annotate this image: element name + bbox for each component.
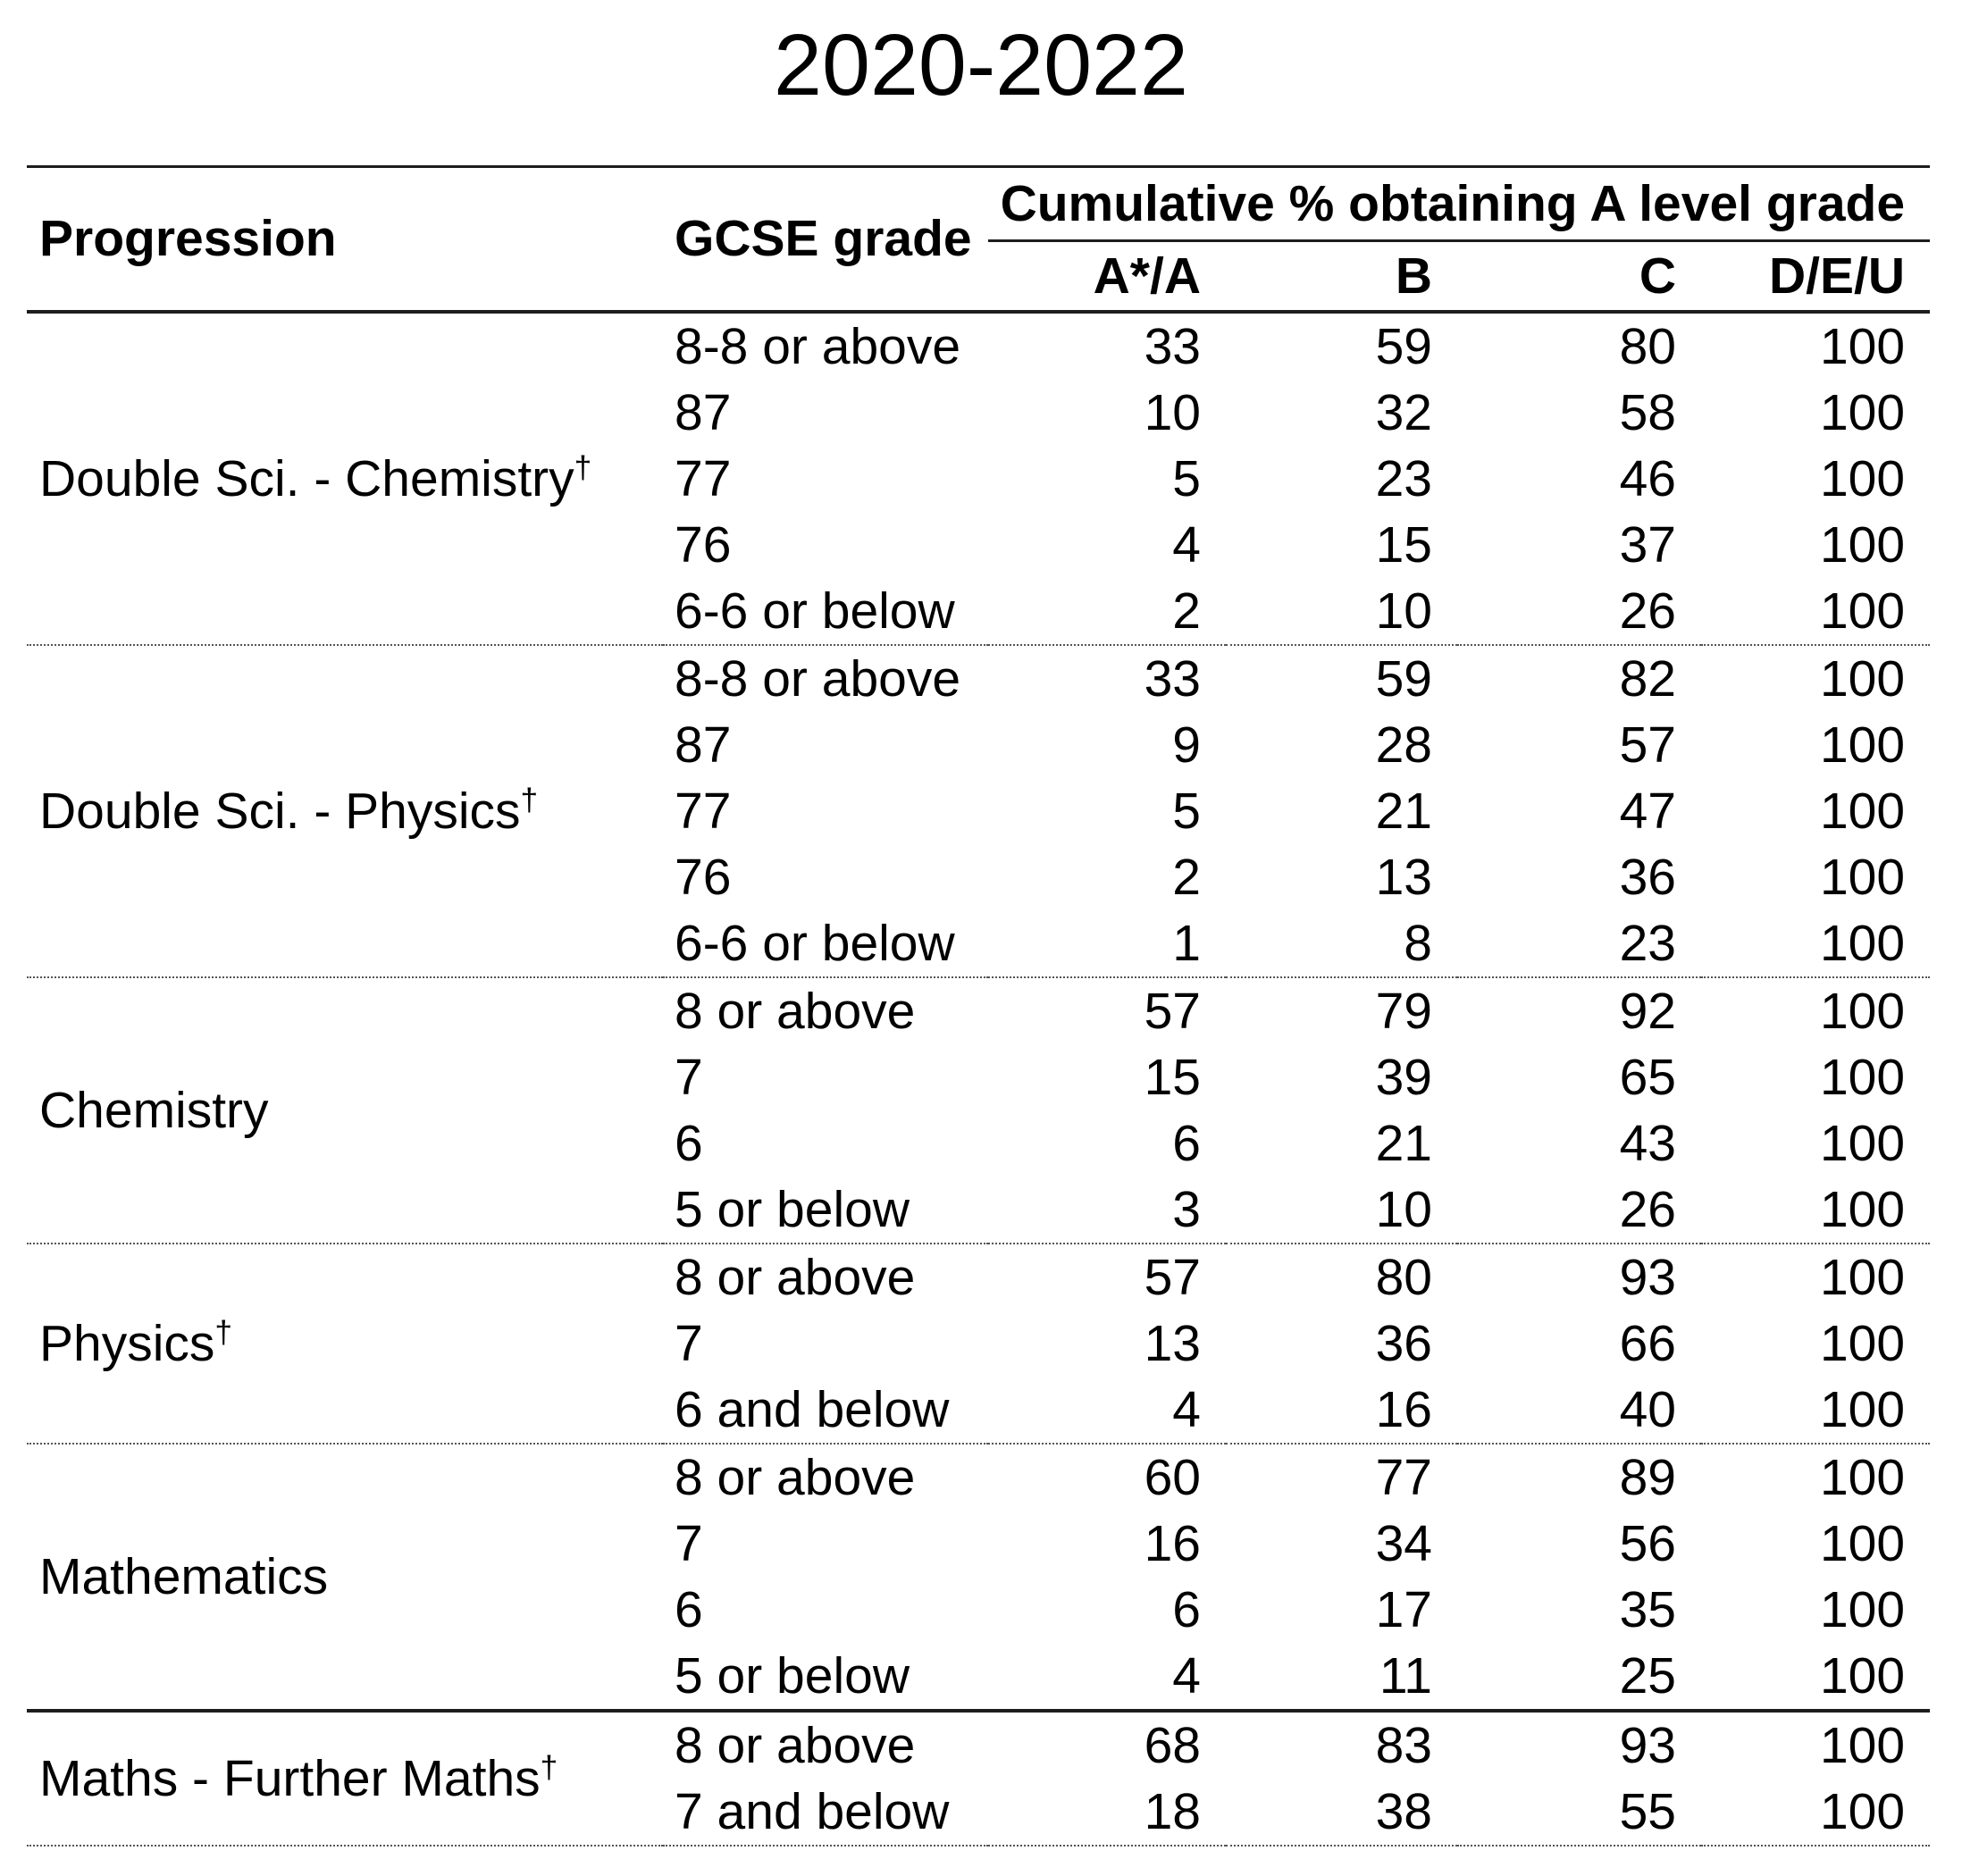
col-header-cumulative: Cumulative % obtaining A level grade bbox=[988, 166, 1930, 240]
value-cell: 80 bbox=[1226, 1244, 1457, 1311]
value-cell: 100 bbox=[1819, 1580, 1906, 1638]
progression-cell bbox=[27, 977, 663, 1244]
value-cell: 23 bbox=[1619, 914, 1676, 972]
progression-label: Double Sci. - Chemistry bbox=[39, 449, 574, 507]
value-cell: 57 bbox=[988, 1244, 1226, 1311]
value-cell: 100 bbox=[1701, 1711, 1930, 1779]
value-cell: 13 bbox=[1144, 1314, 1201, 1372]
value-cell: 35 bbox=[1619, 1580, 1676, 1638]
value-cell: 100 bbox=[1701, 1444, 1930, 1511]
value-cell: 5 bbox=[1172, 782, 1201, 840]
value-cell: 80 bbox=[1619, 317, 1676, 375]
value-cell: 10 bbox=[1375, 1180, 1432, 1238]
col-header-deu: D/E/U bbox=[1701, 240, 1930, 312]
table-section bbox=[27, 1244, 1930, 1444]
value-cell: 56 bbox=[1619, 1514, 1676, 1572]
value-cell: 100 bbox=[1819, 1314, 1906, 1372]
gcse-grade-cell: 8-8 or above bbox=[675, 317, 961, 375]
gcse-grade-cell: 6 and below bbox=[675, 1380, 950, 1438]
progression-label: Physics bbox=[39, 1314, 215, 1372]
table-row bbox=[27, 645, 1930, 712]
gcse-grade-cell: 77 bbox=[675, 449, 732, 507]
progression-label: Maths - Further Maths bbox=[39, 1749, 541, 1807]
value-cell: 34 bbox=[1375, 1514, 1432, 1572]
value-cell: 13 bbox=[1375, 848, 1432, 906]
value-cell: 18 bbox=[1144, 1782, 1201, 1840]
value-cell: 6 bbox=[1172, 1114, 1201, 1172]
value-cell: 32 bbox=[1375, 383, 1432, 441]
value-cell: 16 bbox=[1144, 1514, 1201, 1572]
value-cell: 11 bbox=[1379, 1646, 1432, 1704]
col-header-progression: Progression bbox=[27, 166, 663, 312]
gcse-grade-cell: 7 and below bbox=[675, 1782, 950, 1840]
value-cell: 39 bbox=[1375, 1048, 1432, 1106]
value-cell: 21 bbox=[1375, 1114, 1432, 1172]
gcse-grade-cell: 6 bbox=[675, 1114, 703, 1172]
value-cell: 4 bbox=[1172, 1380, 1201, 1438]
value-cell: 26 bbox=[1619, 582, 1676, 640]
gcse-grade-cell: 5 or below bbox=[675, 1646, 910, 1704]
table-section bbox=[27, 1711, 1930, 1846]
dagger-marker: † bbox=[520, 782, 539, 817]
progression-label: Double Sci. - Physics bbox=[39, 782, 521, 840]
value-cell: 15 bbox=[1144, 1048, 1201, 1106]
header-row-1 bbox=[27, 166, 1930, 240]
value-cell: 100 bbox=[1701, 977, 1930, 1044]
progression-cell bbox=[27, 1711, 663, 1846]
value-cell: 66 bbox=[1619, 1314, 1676, 1372]
table-header bbox=[27, 166, 1930, 312]
value-cell: 5 bbox=[1172, 449, 1201, 507]
value-cell: 59 bbox=[1375, 317, 1432, 375]
value-cell: 77 bbox=[1226, 1444, 1457, 1511]
value-cell: 37 bbox=[1619, 515, 1676, 574]
value-cell: 100 bbox=[1819, 1514, 1906, 1572]
value-cell: 23 bbox=[1375, 449, 1432, 507]
value-cell: 100 bbox=[1819, 1048, 1906, 1106]
value-cell: 100 bbox=[1819, 582, 1906, 640]
table-section bbox=[27, 312, 1930, 645]
table-row bbox=[27, 1444, 1930, 1511]
gcse-grade-cell: 7 bbox=[675, 1514, 703, 1572]
dagger-marker: † bbox=[214, 1314, 233, 1350]
table-section bbox=[27, 977, 1930, 1244]
col-header-gcse-grade: GCSE grade bbox=[663, 166, 988, 312]
value-cell: 100 bbox=[1819, 1646, 1906, 1704]
value-cell: 100 bbox=[1701, 645, 1930, 712]
gcse-grade-cell: 7 bbox=[675, 1048, 703, 1106]
value-cell: 6 bbox=[1172, 1580, 1201, 1638]
value-cell: 17 bbox=[1375, 1580, 1432, 1638]
value-cell: 3 bbox=[1172, 1180, 1201, 1238]
value-cell: 100 bbox=[1819, 383, 1906, 441]
col-header-a-star-a: A*/A bbox=[988, 240, 1226, 312]
value-cell: 36 bbox=[1619, 848, 1676, 906]
value-cell: 65 bbox=[1619, 1048, 1676, 1106]
value-cell: 2 bbox=[1172, 582, 1201, 640]
value-cell: 100 bbox=[1819, 449, 1906, 507]
value-cell: 100 bbox=[1819, 716, 1906, 774]
gcse-grade-cell: 77 bbox=[675, 782, 732, 840]
progression-cell bbox=[27, 312, 663, 645]
gcse-grade-cell: 7 bbox=[675, 1314, 703, 1372]
value-cell: 38 bbox=[1375, 1782, 1432, 1840]
value-cell: 100 bbox=[1819, 782, 1906, 840]
value-cell: 82 bbox=[1457, 645, 1701, 712]
value-cell: 47 bbox=[1619, 782, 1676, 840]
value-cell: 100 bbox=[1819, 1380, 1906, 1438]
value-cell: 100 bbox=[1819, 1782, 1906, 1840]
gcse-grade-cell: 8 or above bbox=[663, 1244, 988, 1311]
value-cell: 25 bbox=[1619, 1646, 1676, 1704]
value-cell: 15 bbox=[1375, 515, 1432, 574]
gcse-grade-cell: 8-8 or above bbox=[663, 645, 988, 712]
page-title: 2020-2022 bbox=[774, 16, 1188, 113]
value-cell: 100 bbox=[1819, 515, 1906, 574]
value-cell: 92 bbox=[1457, 977, 1701, 1044]
value-cell: 79 bbox=[1226, 977, 1457, 1044]
gcse-grade-cell: 8 or above bbox=[663, 977, 988, 1044]
dagger-marker: † bbox=[540, 1749, 558, 1785]
value-cell: 83 bbox=[1226, 1711, 1457, 1779]
col-header-c: C bbox=[1457, 240, 1701, 312]
value-cell: 93 bbox=[1457, 1244, 1701, 1311]
value-cell: 46 bbox=[1619, 449, 1676, 507]
value-cell: 10 bbox=[1375, 582, 1432, 640]
value-cell: 28 bbox=[1375, 716, 1432, 774]
value-cell: 43 bbox=[1619, 1114, 1676, 1172]
gcse-grade-cell: 6-6 or below bbox=[675, 582, 955, 640]
value-cell: 33 bbox=[988, 645, 1226, 712]
gcse-grade-cell: 6-6 or below bbox=[675, 914, 955, 972]
results-table bbox=[27, 165, 1930, 1847]
value-cell: 93 bbox=[1457, 1711, 1701, 1779]
value-cell: 100 bbox=[1819, 914, 1906, 972]
value-cell: 59 bbox=[1226, 645, 1457, 712]
gcse-grade-cell: 87 bbox=[675, 383, 732, 441]
gcse-grade-cell: 76 bbox=[675, 515, 732, 574]
table-row bbox=[27, 1711, 1930, 1779]
progression-cell bbox=[27, 1444, 663, 1711]
value-cell: 1 bbox=[1172, 914, 1201, 972]
value-cell: 9 bbox=[1172, 716, 1201, 774]
value-cell: 26 bbox=[1619, 1180, 1676, 1238]
gcse-grade-cell: 76 bbox=[675, 848, 732, 906]
gcse-grade-cell: 5 or below bbox=[675, 1180, 910, 1238]
value-cell: 57 bbox=[988, 977, 1226, 1044]
progression-cell bbox=[27, 1244, 663, 1444]
value-cell: 100 bbox=[1819, 1114, 1906, 1172]
gcse-grade-cell: 8 or above bbox=[663, 1711, 988, 1779]
value-cell: 100 bbox=[1819, 1180, 1906, 1238]
gcse-grade-cell: 6 bbox=[675, 1580, 703, 1638]
progression-label: Mathematics bbox=[39, 1547, 329, 1605]
value-cell: 21 bbox=[1375, 782, 1432, 840]
value-cell: 89 bbox=[1457, 1444, 1701, 1511]
value-cell: 100 bbox=[1819, 848, 1906, 906]
value-cell: 40 bbox=[1619, 1380, 1676, 1438]
value-cell: 2 bbox=[1172, 848, 1201, 906]
value-cell: 55 bbox=[1619, 1782, 1676, 1840]
value-cell: 8 bbox=[1404, 914, 1432, 972]
value-cell: 58 bbox=[1619, 383, 1676, 441]
value-cell: 4 bbox=[1172, 1646, 1201, 1704]
dagger-marker: † bbox=[574, 449, 592, 485]
value-cell: 10 bbox=[1144, 383, 1201, 441]
table-row bbox=[27, 977, 1930, 1044]
table-row bbox=[27, 1244, 1930, 1311]
value-cell: 57 bbox=[1619, 716, 1676, 774]
gcse-grade-cell: 87 bbox=[675, 716, 732, 774]
value-cell: 36 bbox=[1375, 1314, 1432, 1372]
progression-cell bbox=[27, 645, 663, 977]
value-cell: 100 bbox=[1701, 1244, 1930, 1311]
value-cell: 68 bbox=[988, 1711, 1226, 1779]
progression-label: Chemistry bbox=[39, 1081, 269, 1139]
col-header-b: B bbox=[1226, 240, 1457, 312]
table-section bbox=[27, 645, 1930, 977]
table-row bbox=[27, 312, 1930, 380]
gcse-grade-cell: 8 or above bbox=[663, 1444, 988, 1511]
value-cell: 4 bbox=[1172, 515, 1201, 574]
value-cell: 16 bbox=[1375, 1380, 1432, 1438]
value-cell: 60 bbox=[988, 1444, 1226, 1511]
value-cell: 33 bbox=[1144, 317, 1201, 375]
table-section bbox=[27, 1444, 1930, 1711]
value-cell: 100 bbox=[1819, 317, 1906, 375]
